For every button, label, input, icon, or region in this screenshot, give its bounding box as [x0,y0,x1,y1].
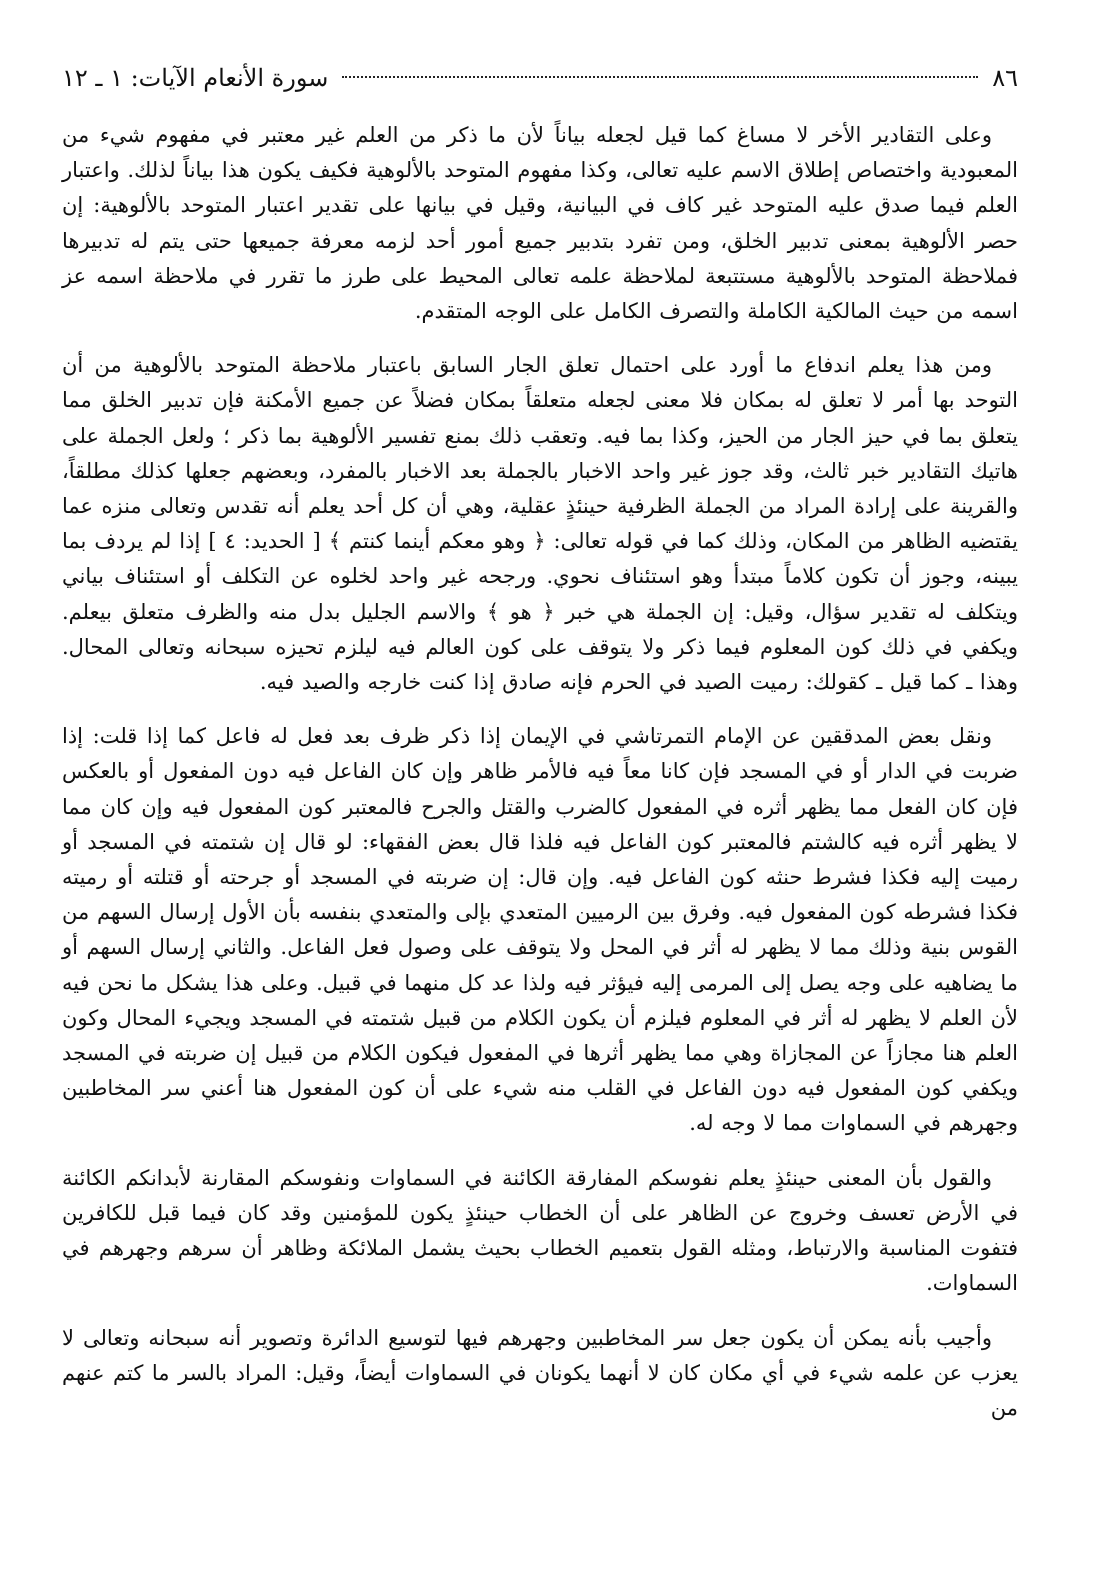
paragraph-4: والقول بأن المعنى حينئذٍ يعلم نفوسكم المفارقة الكائنة في السماوات ونفوسكم المقارنة لأبدانكم الكائنة في الأرض تعسف وخروج عن الظاهر على أن الخطاب حينئذٍ يكون للمؤمنين وقد كان فيما قبل للكافرين فتفوت المناسبة والارتباط، ومثله القول بتعميم الخطاب بحيث يشمل الملائكة وظاهر أن سرهم وجهرهم في السماوات. [62,1165,1018,1296]
book-page [62,58,1018,1558]
surah-title: سورة الأنعام الآيات: ١ ـ ١٢ [62,64,329,92]
paragraph-5: وأجيب بأنه يمكن أن يكون جعل سر المخاطبين وجهرهم فيها لتوسيع الدائرة وتصوير أنه سبحانه وتعالى لا يعزب عن علمه شيء في أي مكان كان لا أنهما يكونان في السماوات أيضاً، وقيل: المراد بالسر ما كتم عنهم من [62,1325,1018,1420]
paragraph-3: ونقل بعض المدققين عن الإمام التمرتاشي في الإيمان إذا ذكر ظرف بعد فعل له فاعل كما إذا قلت: إذا ضربت في الدار أو في المسجد فإن كانا معاً فيه فالأمر ظاهر وإن كان الفاعل فيه دون المفعول أو بالعكس فإن كان الفعل مما يظهر أثره في المفعول كالضرب والقتل والجرح فالمعتبر كون المفعول فيه وإن كان مما لا يظهر أثره فيه كالشتم فالمعتبر كون الفاعل فيه فلذا قال بعض الفقهاء: لو قال إن شتمته في المسجد أو رميت إليه فكذا فشرط حنثه كون الفاعل فيه. وإن قال: إن ضربته في المسجد أو جرحته أو قتلته أو رميته فكذا فشرطه كون المفعول فيه. وفرق بين الرميين المتعدي بإلى والمتعدي بنفسه بأن الأول إرسال السهم من القوس بنية وذلك مما لا يظهر له أثر في المحل ولا يتوقف على وصول فعل الفاعل. والثاني إرسال السهم أو ما يضاهيه على وجه يصل إلى المرمى إليه فيؤثر فيه ولذا عد كل منهما في قبيل. وعلى هذا يشكل ما نحن فيه لأن العلم لا يظهر له أثر في المعلوم فيلزم أن يكون الكلام من قبيل شتمته في المسجد ويجيء المحال وكون العلم هنا مجازاً عن المجازاة وهي مما يظهر أثرها في المفعول فيكون الكلام من قبيل إن ضربته في المسجد ويكفي كون المفعول فيه دون الفاعل في القلب منه شيء على أن كون المفعول هنا أعني سر المخاطبين وجهرهم في السماوات مما لا وجه له. [62,724,1018,1136]
paragraph-2: ومن هذا يعلم اندفاع ما أورد على احتمال تعلق الجار السابق باعتبار ملاحظة المتوحد بالألوهية من أن التوحد بها أمر لا تعلق له بمكان فلا معنى لجعله متعلقاً بمكان فضلاً عن جميع الأمكنة فإن تدبير الخلق مما يتعلق بما في حيز الجار من الحيز، وكذا بما فيه. وتعقب ذلك بمنع تفسير الألوهية بما ذكر ؛ ولعل الجملة على هاتيك التقادير خبر ثالث، وقد جوز غير واحد الاخبار بالجملة بعد الاخبار بالمفرد، وبعضهم جعلها كذلك مطلقاً، والقرينة على إرادة المراد من الجملة الظرفية حينئذٍ عقلية، وهي أن كل أحد يعلم أنه تقدس وتعالى منزه عما يقتضيه الظاهر من المكان، وذلك كما في قوله تعالى: ﴿ وهو معكم أينما كنتم ﴾ [ الحديد: ٤ ] إذا لم يردف بما يبينه، وجوز أن تكون كلاماً مبتدأ وهو استئناف نحوي. ورجحه غير واحد لخلوه عن التكلف أو استئناف بياني ويتكلف له تقدير سؤال، وقيل: إن الجملة هي خبر ﴿ هو ﴾ والاسم الجليل بدل منه والظرف متعلق بيعلم. ويكفي في ذلك كون المعلوم فيما ذكر ولا يتوقف على كون العالم فيه ليلزم تحيزه سبحانه وتعالى المحال. وهذا ـ كما قيل ـ كقولك: رميت الصيد في الحرم فإنه صادق إذا كنت خارجه والصيد فيه. [62,353,1018,695]
dotted-leader [342,76,978,78]
body-text [62,118,1018,1426]
paragraph-1: وعلى التقادير الأخر لا مساغ كما قيل لجعله بياناً لأن ما ذكر من العلم غير معتبر في مفهوم شيء من المعبودية واختصاص إطلاق الاسم عليه تعالى، وكذا مفهوم المتوحد بالألوهية فكيف يكون هذا بياناً لذلك. واعتبار العلم فيما صدق عليه المتوحد غير كاف في البيانية، وقيل في بيانها على تقدير اعتبار المتوحد بالألوهية: إن حصر الألوهية بمعنى تدبير الخلق، ومن تفرد بتدبير جميع أمور أحد لزمه معرفة جميعها حتى يتم له تدبيرها فملاحظة المتوحد بالألوهية مستتبعة لملاحظة علمه تعالى المحيط على طرز ما تقرر في ملاحظة اسمه عز اسمه من حيث المالكية الكاملة والتصرف الكامل على الوجه المتقدم. [62,123,1018,324]
running-head [62,58,1018,98]
page-number: ٨٦ [992,64,1018,92]
